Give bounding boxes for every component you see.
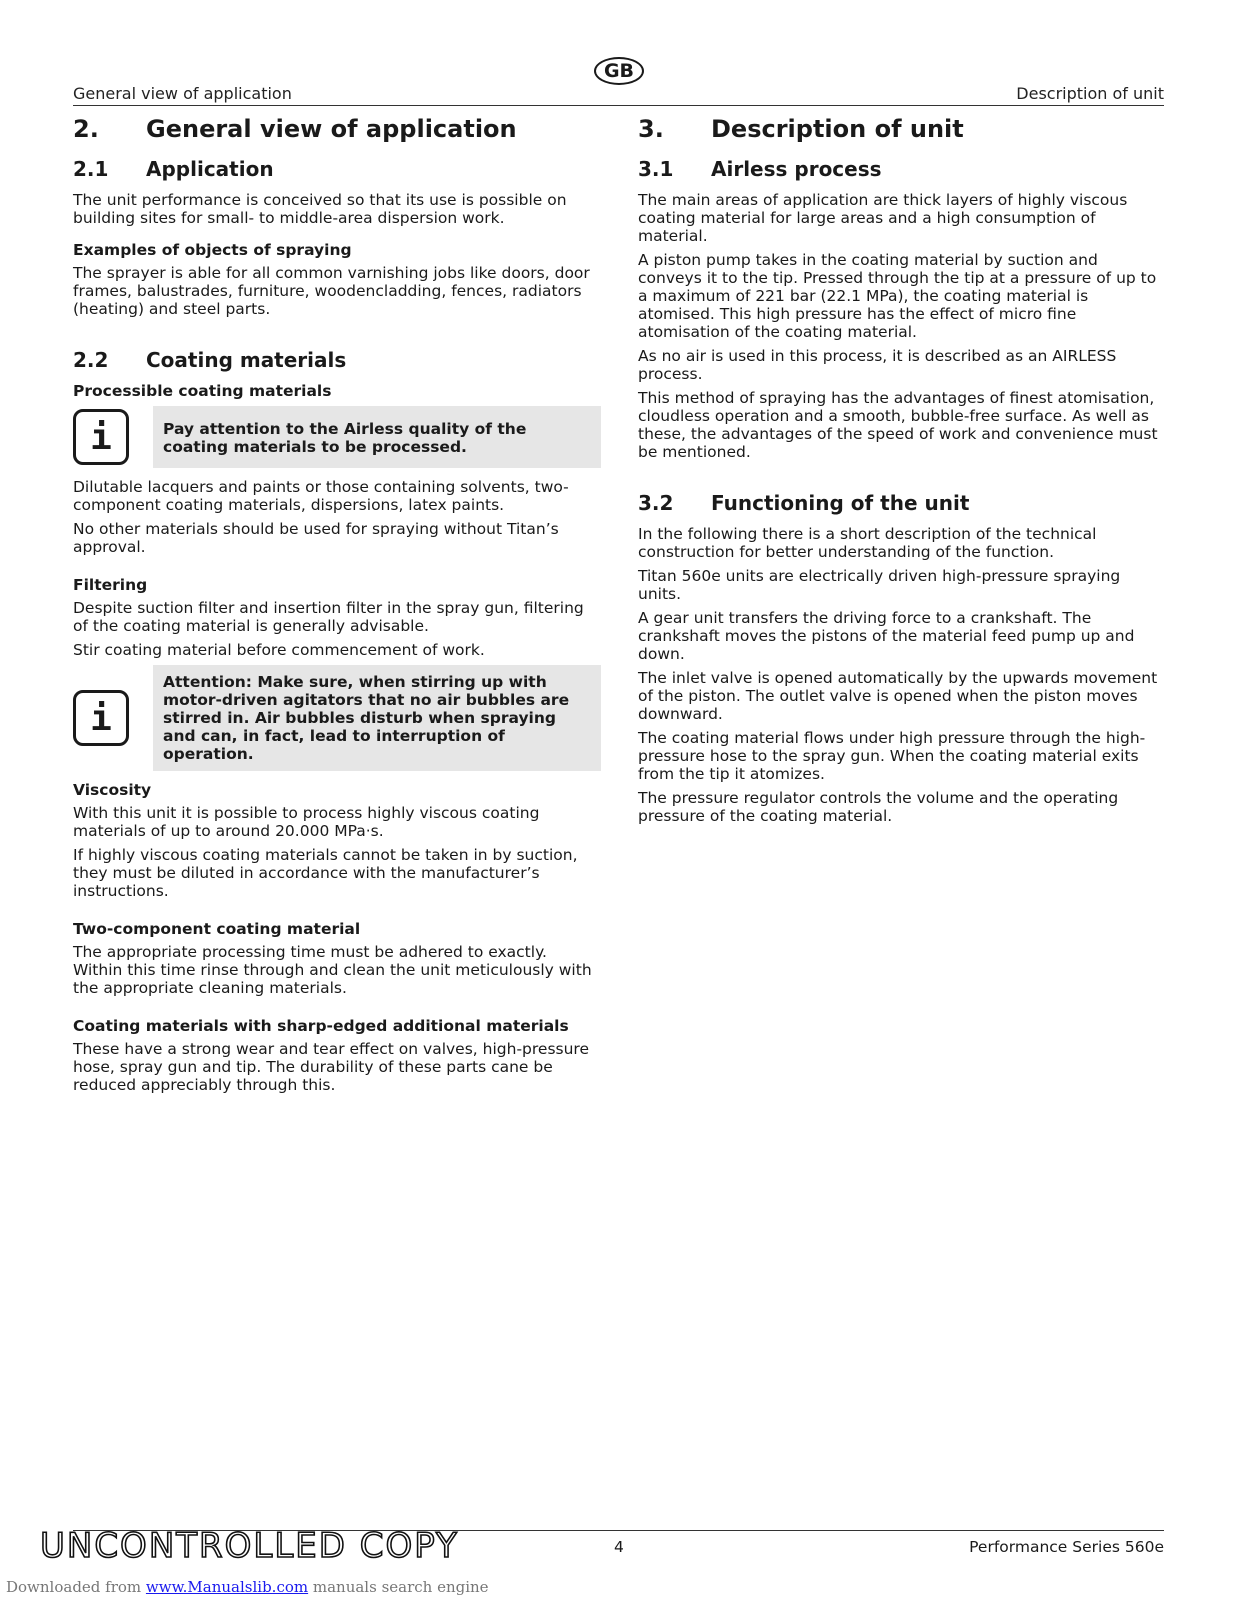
subsection-heading-2-1 bbox=[73, 157, 601, 181]
section-number: 2. bbox=[73, 115, 99, 143]
subheading-examples: Examples of objects of spraying bbox=[73, 241, 352, 259]
left-column bbox=[73, 115, 601, 1100]
info-note-text: Pay attention to the Airless quality of the coating materials to be processed. bbox=[153, 406, 601, 468]
language-badge: GB bbox=[594, 57, 644, 85]
paragraph: A gear unit transfers the driving force to a crankshaft. The crankshaft moves the pistons of the material feed pump up and down. bbox=[638, 609, 1135, 663]
subsection-title: Application bbox=[146, 157, 274, 181]
paragraph: As no air is used in this process, it is described as an AIRLESS process. bbox=[638, 347, 1117, 383]
manualslib-link[interactable]: www.Manualslib.com bbox=[145, 1578, 309, 1596]
paragraph: Stir coating material before commencement of work. bbox=[73, 641, 485, 659]
info-note-text: Attention: Make sure, when stirring up with motor-driven agitators that no air bubbles are stirred in. Air bubbles disturb when spraying and can, in fact, lead to interruption of operation. bbox=[153, 665, 601, 771]
subsection-number: 2.1 bbox=[73, 157, 109, 181]
paragraph: The pressure regulator controls the volume and the operating pressure of the coating material. bbox=[638, 789, 1119, 825]
subheading-processible: Processible coating materials bbox=[73, 382, 332, 400]
download-suffix: manuals search engine bbox=[308, 1578, 489, 1596]
section-title: Description of unit bbox=[711, 115, 964, 143]
paragraph: A piston pump takes in the coating material by suction and conveys it to the tip. Pressed through the tip at a pressure of up to a maximum of 221 bar (22.1 MPa), the coating material is atomised. This high pressure has the effect of micro fine atomisation of the coating material. bbox=[638, 251, 1157, 341]
section-heading-2 bbox=[73, 115, 601, 143]
paragraph: The sprayer is able for all common varnishing jobs like doors, door frames, balustrades, furniture, woodencladding, fences, radiators (heating) and steel parts. bbox=[73, 264, 590, 318]
subsection-number: 3.1 bbox=[638, 157, 674, 181]
subsection-title: Functioning of the unit bbox=[711, 491, 970, 515]
download-attribution bbox=[6, 1578, 489, 1596]
header-right: Description of unit bbox=[1016, 84, 1164, 103]
paragraph: The unit performance is conceived so that its use is possible on building sites for small- to middle-area dispersion work. bbox=[73, 191, 567, 227]
subsection-heading-2-2 bbox=[73, 348, 601, 372]
subheading-viscosity: Viscosity bbox=[73, 781, 152, 799]
subsection-title: Coating materials bbox=[146, 348, 347, 372]
paragraph: The coating material flows under high pressure through the high-pressure hose to the spray gun. When the coating material exits from the tip it atomizes. bbox=[638, 729, 1146, 783]
subsection-heading-3-2 bbox=[638, 491, 1166, 515]
download-prefix: Downloaded from bbox=[6, 1578, 146, 1596]
paragraph: The inlet valve is opened automatically by the upwards movement of the piston. The outlet valve is opened when the piston moves downward. bbox=[638, 669, 1158, 723]
paragraph: This method of spraying has the advantages of finest atomisation, cloudless operation and a smooth, bubble-free surface. As well as these, the advantages of the speed of work and convenience must be mentioned. bbox=[638, 389, 1158, 461]
paragraph: If highly viscous coating materials cannot be taken in by suction, they must be diluted in accordance with the manufacturer’s instructions. bbox=[73, 846, 578, 900]
section-number: 3. bbox=[638, 115, 664, 143]
right-column bbox=[638, 115, 1166, 831]
uncontrolled-copy-stamp: UNCONTROLLED COPY bbox=[40, 1526, 459, 1566]
paragraph: These have a strong wear and tear effect on valves, high-pressure hose, spray gun and tip. The durability of these parts cane be reduced appreciably through this. bbox=[73, 1040, 589, 1094]
info-note bbox=[73, 665, 601, 771]
info-icon: i bbox=[73, 690, 129, 746]
header-rule bbox=[73, 105, 1164, 106]
paragraph: The appropriate processing time must be adhered to exactly. Within this time rinse through and clean the unit meticulously with the appropriate cleaning materials. bbox=[73, 943, 592, 997]
paragraph: The main areas of application are thick layers of highly viscous coating material for large areas and a high consumption of material. bbox=[638, 191, 1128, 245]
section-title: General view of application bbox=[146, 115, 517, 143]
section-heading-3 bbox=[638, 115, 1166, 143]
header-left: General view of application bbox=[73, 84, 292, 103]
subsection-heading-3-1 bbox=[638, 157, 1166, 181]
subheading-filtering: Filtering bbox=[73, 576, 148, 594]
product-series: Performance Series 560e bbox=[969, 1538, 1164, 1556]
subsection-number: 3.2 bbox=[638, 491, 674, 515]
subheading-two-component: Two-component coating material bbox=[73, 920, 361, 938]
paragraph: In the following there is a short description of the technical construction for better understanding of the function. bbox=[638, 525, 1097, 561]
page-number: 4 bbox=[614, 1538, 624, 1556]
subsection-number: 2.2 bbox=[73, 348, 109, 372]
paragraph: No other materials should be used for spraying without Titan’s approval. bbox=[73, 520, 559, 556]
paragraph: Titan 560e units are electrically driven high-pressure spraying units. bbox=[638, 567, 1121, 603]
subsection-title: Airless process bbox=[711, 157, 882, 181]
paragraph: With this unit it is possible to process highly viscous coating materials of up to around 20.000 MPa·s. bbox=[73, 804, 540, 840]
info-note bbox=[73, 406, 601, 468]
subheading-sharp-edged: Coating materials with sharp-edged additional materials bbox=[73, 1017, 569, 1035]
paragraph: Dilutable lacquers and paints or those containing solvents, two-component coating materials, dispersions, latex paints. bbox=[73, 478, 569, 514]
info-icon: i bbox=[73, 409, 129, 465]
paragraph: Despite suction filter and insertion filter in the spray gun, filtering of the coating material is generally advisable. bbox=[73, 599, 584, 635]
